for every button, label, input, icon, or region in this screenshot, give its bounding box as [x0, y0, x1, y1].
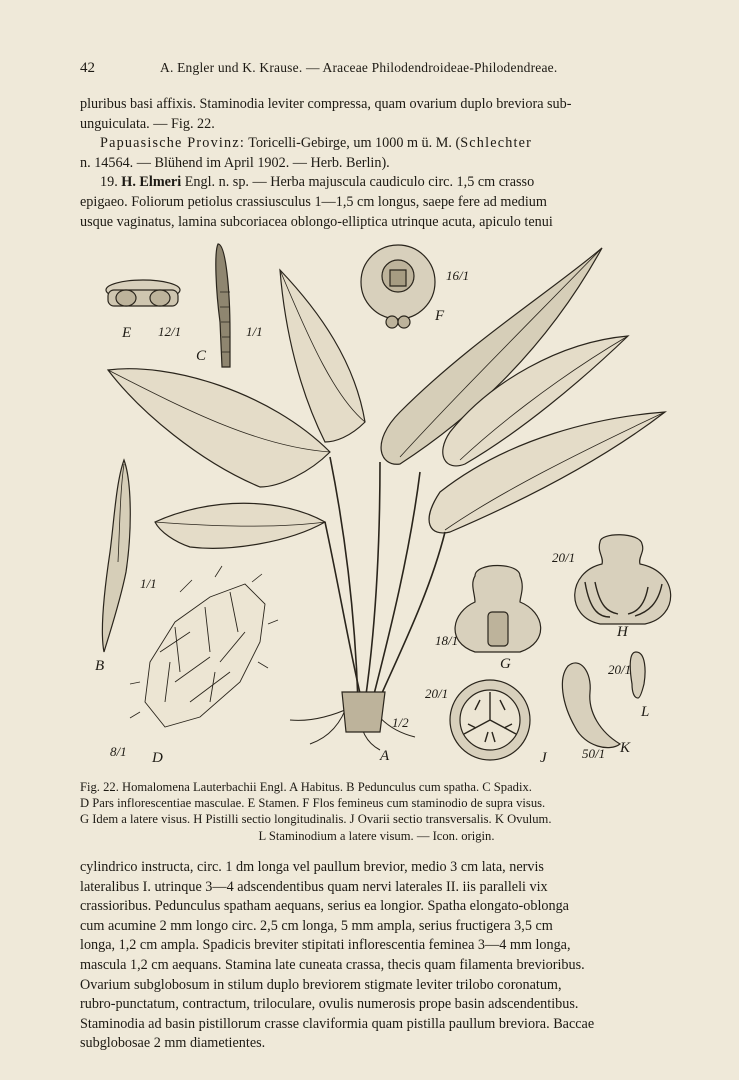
staminode-drawing	[630, 652, 645, 698]
label-G: G	[500, 656, 511, 672]
figure-caption	[80, 779, 673, 844]
label-B: B	[95, 658, 105, 674]
scale-F: 16/1	[446, 268, 470, 283]
species-name: H. Elmeri	[121, 174, 182, 191]
text-line: rubro-punctatum, contractum, triloculare, ovulis numerosis prope basin adscendentibus.	[80, 996, 579, 1013]
peduncle-spathe-drawing	[102, 460, 130, 652]
label-J: J	[540, 750, 547, 766]
scale-A: 1/2	[392, 715, 409, 730]
text-line: n. 14564. — Blühend im April 1902. — Herb. Berlin).	[80, 154, 390, 171]
scale-C: 1/1	[246, 324, 263, 339]
page-number: 42	[80, 60, 95, 76]
scale-L: 20/1	[608, 662, 632, 677]
text-line: lateralibus I. utrinque 3—4 adscendentibus quam nervi laterales II. iis paralleli vix	[80, 878, 548, 895]
species-number: 19.	[100, 174, 118, 191]
pistil-section-drawing	[575, 535, 671, 624]
text-line: cylindrico instructa, circ. 1 dm longa vel paullum brevior, medio 3 cm lata, nervis	[80, 859, 544, 875]
text-line: usque vaginatus, lamina subcoriacea oblongo-elliptica utrinque acuta, apiculo tenui	[80, 213, 553, 230]
caption-line: G Idem a latere visus. H Pistilli sectio longitudinalis. J Ovarii sectio transversalis. K Ovulum.	[80, 812, 552, 827]
text-line: unguiculata. — Fig. 22.	[80, 115, 215, 132]
label-D: D	[152, 750, 163, 766]
top-text-block	[80, 95, 673, 232]
province-label: Papuasische Provinz:	[100, 135, 245, 152]
bottom-text-block	[80, 858, 673, 1054]
species-heading-line	[80, 173, 673, 193]
label-L: L	[641, 704, 650, 720]
text-line: pluribus basi affixis. Staminodia leviter compressa, quam ovarium duplo breviora sub-	[80, 96, 572, 112]
ovary-section-drawing	[450, 680, 530, 760]
label-E: E	[122, 325, 132, 341]
caption-line: L Staminodium a latere visum. — Icon. origin.	[258, 828, 495, 843]
stamen-drawing	[106, 280, 180, 306]
province-text: Toricelli-Gebirge, um 1000 m ü. M. (	[248, 135, 461, 152]
label-A: A	[380, 748, 390, 764]
label-K: K	[620, 740, 631, 756]
caption-line: D Pars inflorescentiae masculae. E Stamen. F Flos femineus cum staminodio de supra visus.	[80, 796, 546, 811]
text-line: longa, 1,2 cm ampla. Spadicis breviter stipitati inflorescentia feminea 3—4 mm longa,	[80, 937, 571, 954]
spadix-drawing	[216, 244, 230, 367]
scale-K: 50/1	[582, 746, 606, 761]
text-line: subglobosae 2 mm diametientes.	[80, 1035, 266, 1052]
province-line	[80, 134, 673, 154]
scale-G: 18/1	[435, 633, 459, 648]
text-line: Staminodia ad basin pistillorum crasse claviformia quam pistilla paullum breviora. Baccae	[80, 1015, 595, 1032]
female-flower-top-drawing	[361, 245, 435, 328]
text-line: Ovarium subglobosum in stilum duplo breviorem stigmate leviter trilobo coronatum,	[80, 976, 562, 993]
running-head-title: A. Engler und K. Krause. — Araceae Philodendroideae-Philodendreae.	[160, 60, 558, 75]
label-C: C	[196, 348, 207, 364]
scale-B: 1/1	[140, 576, 157, 591]
species-description: Engl. n. sp. — Herba majuscula caudiculo circ. 1,5 cm crasso	[184, 174, 535, 191]
text-line: cum acumine 2 mm longo circ. 2,5 cm longa, 5 mm ampla, serius fructigera 3,5 cm	[80, 917, 553, 934]
female-flower-side-drawing	[455, 566, 541, 653]
scale-J: 20/1	[425, 686, 449, 701]
text-line: epigaeo. Foliorum petiolus crassiusculus 1—1,5 cm longus, saepe fere ad medium	[80, 193, 547, 210]
scale-D: 8/1	[110, 744, 127, 759]
scale-E: 12/1	[158, 324, 182, 339]
collector-name: Schlechter	[460, 135, 533, 152]
text-line: crassioribus. Pedunculus spatham aequans, serius ea longior. Spatha elongato-oblonga	[80, 898, 569, 915]
scale-H: 20/1	[552, 550, 576, 565]
running-header	[80, 60, 670, 77]
caption-line: Fig. 22. Homalomena Lauterbachii Engl. A Habitus. B Pedunculus cum spatha. C Spadix.	[80, 780, 532, 794]
label-F: F	[435, 308, 445, 324]
botanical-illustration	[80, 232, 680, 772]
label-H: H	[617, 624, 628, 640]
text-line: mascula 1,2 cm aequans. Stamina late cuneata crassa, thecis quam filamenta brevioribus.	[80, 956, 585, 973]
